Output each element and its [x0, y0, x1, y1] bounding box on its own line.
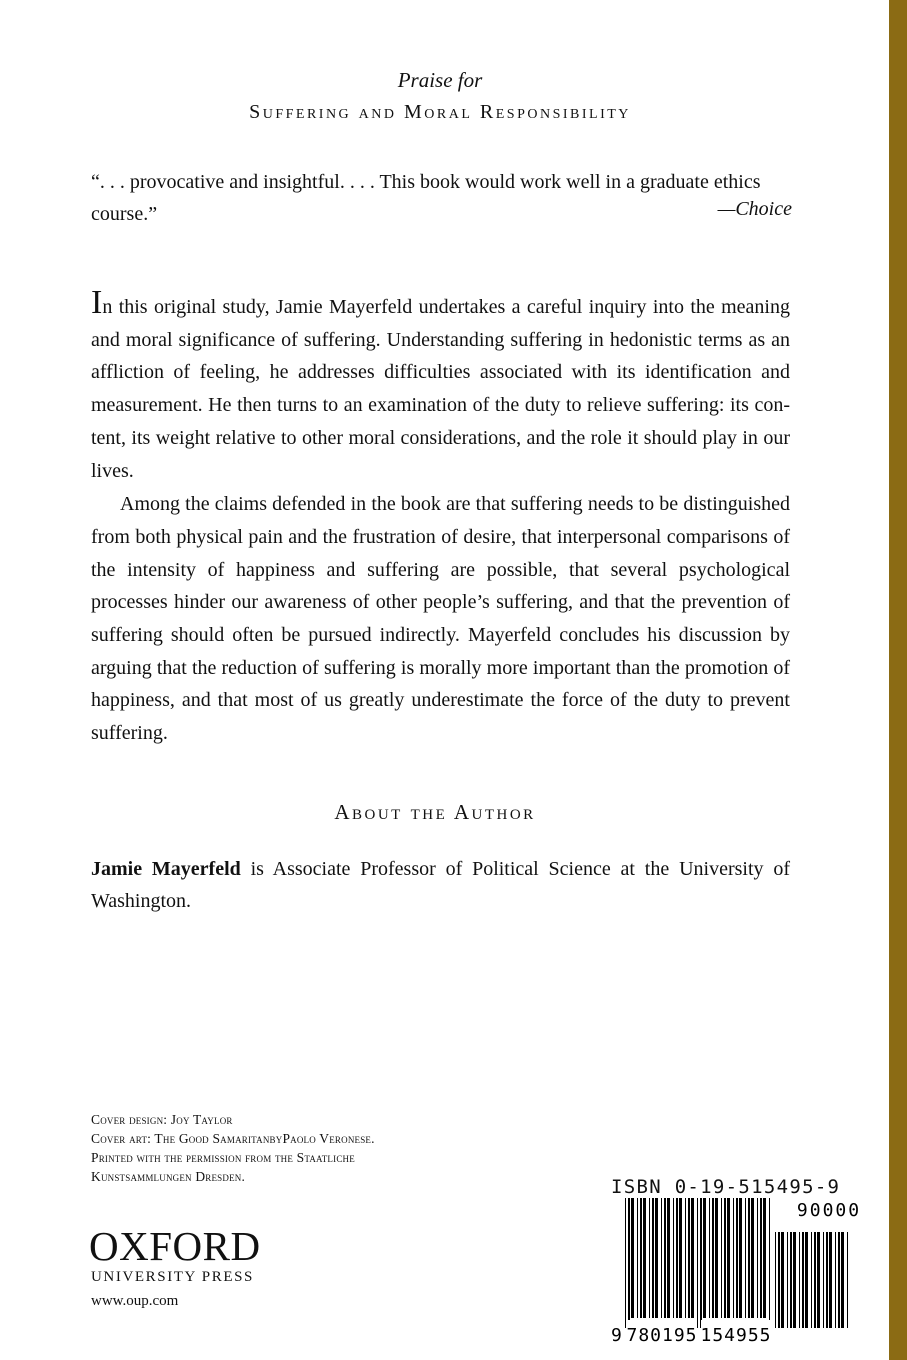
credits-line-4: Kunstsammlungen Dresden. [91, 1169, 246, 1184]
barcode-icon [605, 1198, 865, 1350]
spine-stripe [889, 0, 907, 1360]
praise-label: Praise for [397, 68, 483, 92]
publisher-subtitle: UNIVERSITY PRESS [91, 1269, 254, 1285]
cover-credits [91, 1110, 375, 1186]
isbn-text: ISBN 0-19-515495-9 [611, 1176, 841, 1198]
book-description [91, 284, 790, 750]
ean-first-digit: 9 [611, 1325, 622, 1346]
publisher-website: www.oup.com [91, 1293, 179, 1309]
author-bio [91, 853, 790, 917]
about-author-heading: About the Author [334, 800, 536, 824]
book-title: Suffering and Moral Responsibility [249, 101, 631, 123]
description-paragraph-1 [91, 284, 790, 487]
ean-group-1: 780195 [626, 1325, 698, 1346]
price-code: 90000 [796, 1200, 862, 1221]
review-source: —Choice [717, 198, 792, 220]
review-quote-line-2: course.” [91, 203, 158, 225]
ean-group-2: 154955 [700, 1325, 772, 1346]
author-bio-text: is Associate Professor of Political Science at the University of Washington. [91, 858, 790, 912]
credits-line-1: Cover design: Joy Taylor [91, 1112, 233, 1127]
description-paragraph-1-text: n this original study, Jamie Mayerfeld undertakes a careful inquiry into the meaning and moral significance of suffering. Understanding suffering in hedonistic terms as an affliction of feeling, he addresses difficulties associated with its identification and measurement. He then turns to an examination of the duty to relieve suffering: its content, its weight relative to other moral considerations, and the role it should play in our lives. [91, 296, 790, 482]
credits-line-3: Printed with the permission from the Staatliche [91, 1150, 355, 1165]
ean-bars [625, 1198, 770, 1328]
addon-bars [775, 1232, 848, 1328]
credits-line-2: Cover art: The Good SamaritanbyPaolo Veronese. [91, 1131, 375, 1146]
oxford-logo: OXFORD [89, 1223, 261, 1269]
drop-cap: I [91, 284, 103, 321]
author-name: Jamie Mayerfeld [91, 858, 241, 880]
review-quote-line-1: “. . . provocative and insightful. . . . This book would work well in a graduate ethics [91, 171, 761, 193]
description-paragraph-2: Among the claims defended in the book are that suffering needs to be distinguished from both physical pain and the frustration of desire, that interpersonal comparisons of the intensity of happiness and suffering are possible, that several psychological processes hinder our awareness of other people’s suffering, and that the prevention of suffering should often be pursued indirectly. Mayerfeld concludes his discussion by arguing that the reduction of suffering is morally more important than the promotion of happiness, and that most of us greatly underestimate the force of the duty to prevent suffering. [91, 493, 790, 745]
